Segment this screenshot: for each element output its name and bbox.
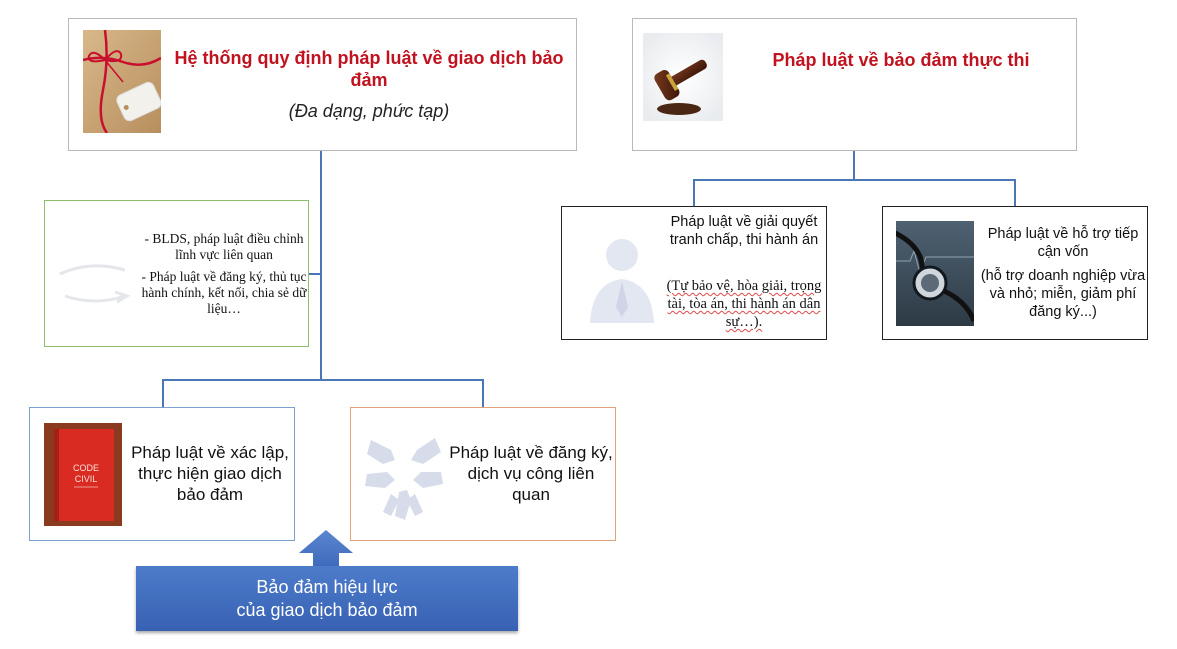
- book-code-label: CODE: [72, 463, 100, 473]
- faded-person-icon: [576, 227, 666, 327]
- effectiveness-line1: Bảo đảm hiệu lực: [256, 577, 398, 597]
- dispute-resolution-title: Pháp luật về giải quyết tranh chấp, thi hành án: [669, 214, 819, 248]
- connector-side-note: [309, 273, 321, 275]
- connector-right-b-drop: [1014, 179, 1016, 207]
- capital-access-detail: (hỗ trợ doanh nghiệp vừa và nhỏ; miễn, giảm phí đăng ký...): [980, 268, 1146, 320]
- connector-bottom-horizontal: [162, 379, 484, 381]
- capital-access-law-box: [882, 206, 1148, 340]
- dispute-resolution-law-box: [561, 206, 827, 340]
- connector-right-horizontal: [693, 179, 1016, 181]
- faded-arrows-icon: [55, 256, 130, 306]
- enforcement-law-box: [632, 18, 1077, 151]
- connector-bottom-mid-drop: [482, 379, 484, 408]
- effectiveness-line2: của giao dịch bảo đảm: [236, 600, 418, 620]
- connector-right-a-drop: [693, 179, 695, 207]
- related-laws-line2-text: - Pháp luật về đăng ký, thủ tục hành chính, kết nối, chia sẻ dữ liệu…: [141, 269, 307, 316]
- up-arrow-icon: [298, 529, 354, 569]
- connector-bottom-left-drop: [162, 379, 164, 408]
- related-laws-note-box: [44, 200, 309, 347]
- legal-system-title: Hệ thống quy định pháp luật về giao dịch bảo đảm: [174, 48, 564, 90]
- dispute-resolution-detail: (Tự bảo vệ, hòa giải, trọng tài, tòa án, thi hành án dân sự…).: [666, 278, 822, 330]
- establish-transaction-law-box: [29, 407, 295, 541]
- registration-law-text: Pháp luật về đăng ký, dịch vụ công liên quan: [449, 443, 613, 504]
- gavel-image: [643, 33, 723, 121]
- legal-system-subtitle: (Đa dạng, phức tạp): [288, 101, 450, 121]
- book-civil-label: CIVIL: [74, 474, 98, 484]
- stethoscope-image: [896, 221, 974, 326]
- enforcement-law-title: Pháp luật về bảo đảm thực thi: [772, 50, 1030, 70]
- related-laws-line2: [141, 269, 307, 317]
- establish-transaction-law-text: Pháp luật về xác lập, thực hiện giao dịch bảo đảm: [131, 443, 289, 504]
- registration-law-box: [350, 407, 616, 541]
- joined-hands-icon: [361, 420, 445, 530]
- gift-package-image: [83, 30, 161, 133]
- connector-main-vertical: [320, 151, 322, 380]
- connector-right-vertical: [853, 151, 855, 180]
- related-laws-line1-text: - BLDS, pháp luật điều chỉnh lĩnh vực liên quan: [144, 231, 304, 262]
- capital-access-title: Pháp luật về hỗ trợ tiếp cận vốn: [987, 226, 1139, 260]
- effectiveness-callout: [136, 566, 518, 631]
- related-laws-line1: [141, 231, 307, 263]
- legal-system-box: [68, 18, 577, 151]
- civil-code-book-image: [44, 423, 122, 526]
